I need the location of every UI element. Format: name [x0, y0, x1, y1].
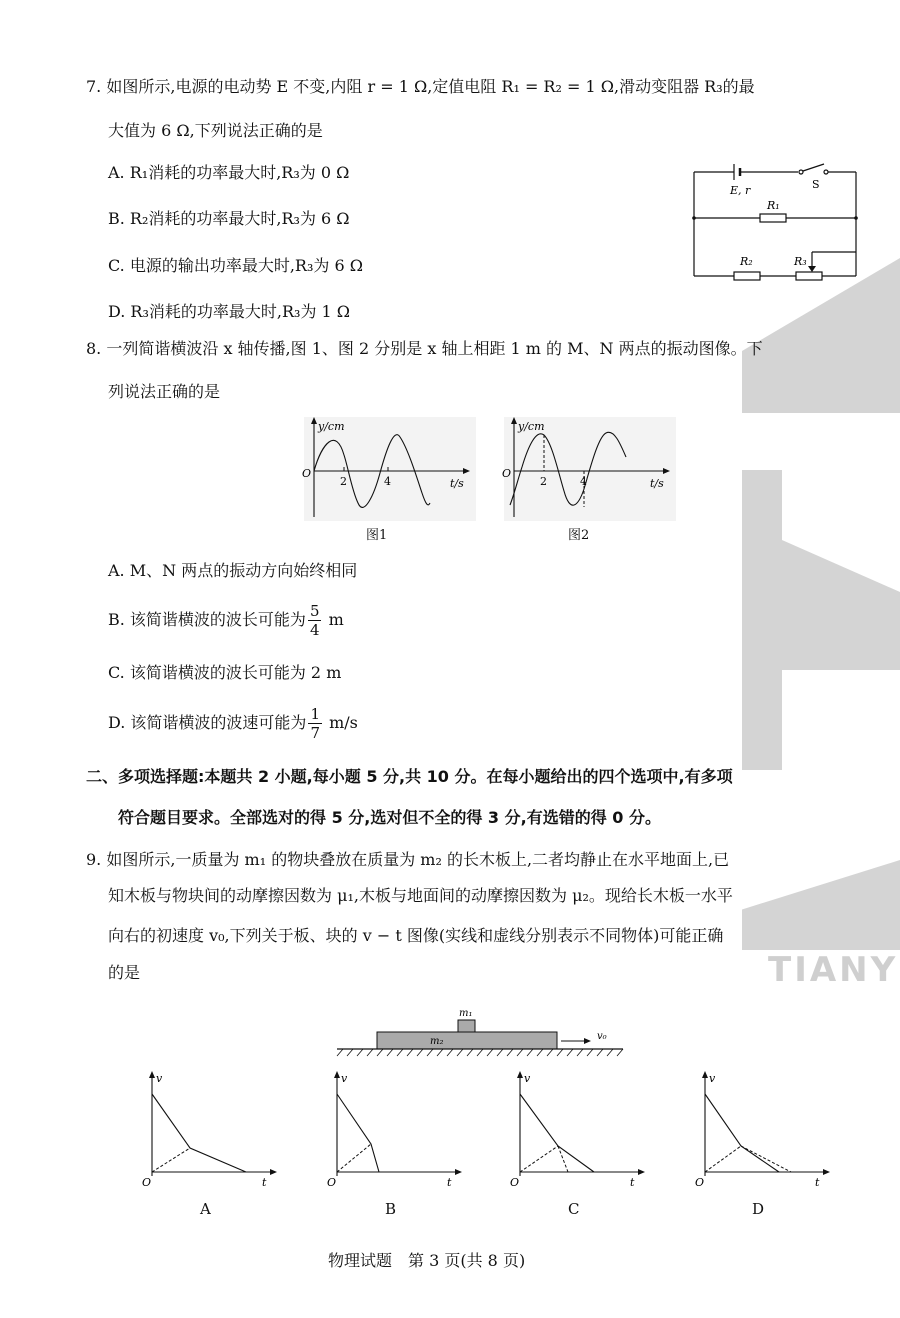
fig2-origin: O [502, 467, 512, 480]
fig1-tick-4: 4 [384, 475, 391, 488]
circuit-switch-label: S [812, 178, 820, 191]
q8-option-a: A. M、N 两点的振动方向始终相同 [108, 561, 358, 580]
vt-c-t-label: t [630, 1176, 635, 1189]
fig2-tick-4: 4 [580, 475, 587, 488]
block-m1-label: m₁ [459, 1008, 473, 1019]
vt-graph-b-letter: B [385, 1200, 397, 1218]
q8-option-d-unit: m/s [329, 713, 358, 732]
section2-heading-line-2: 符合题目要求。全部选对的得 5 分,选对但不全的得 3 分,有选错的得 0 分。 [118, 808, 661, 827]
page-footer: 物理试题 第 3 页(共 8 页) [328, 1251, 526, 1270]
fig1-caption: 图1 [366, 528, 388, 543]
circuit-source-label: E, r [730, 184, 751, 197]
fig2-caption: 图2 [568, 528, 590, 543]
fig1-tick-2: 2 [340, 475, 347, 488]
q7-option-d: D. R₃消耗的功率最大时,R₃为 1 Ω [108, 302, 351, 321]
q8-option-d [108, 703, 358, 743]
vt-d-v-label: v [709, 1072, 716, 1085]
fig1-xlabel: t/s [450, 477, 464, 490]
initial-velocity-label: v₀ [597, 1031, 607, 1042]
q7-stem-line-2: 大值为 6 Ω,下列说法正确的是 [108, 121, 323, 140]
circuit-r3-label: R₃ [794, 255, 807, 268]
vt-d-origin: O [695, 1176, 705, 1189]
circuit-r2-label: R₂ [740, 255, 753, 268]
q8-option-d-text: D. 该简谐横波的波速可能为 [108, 713, 307, 732]
vibration-graph-fig2 [500, 415, 680, 525]
watermark-bar-upper [742, 258, 900, 413]
q8-option-b-fraction [308, 602, 322, 639]
q9-stem-line-1: 9. 如图所示,一质量为 m₁ 的物块叠放在质量为 m₂ 的长木板上,二者均静止在水平地面上,已 [86, 850, 730, 869]
q7-option-a: A. R₁消耗的功率最大时,R₃为 0 Ω [108, 163, 350, 182]
vt-graph-a [140, 1068, 280, 1188]
vt-graph-b [325, 1068, 465, 1188]
watermark-bar-mid [742, 470, 782, 770]
q7-option-c: C. 电源的输出功率最大时,R₃为 6 Ω [108, 256, 364, 275]
q9-stem-line-4: 的是 [108, 963, 141, 982]
circuit-diagram [690, 160, 860, 280]
vt-a-t-label: t [262, 1176, 267, 1189]
board-m2-label: m₂ [430, 1036, 444, 1047]
q8-stem-line-2: 列说法正确的是 [108, 382, 221, 401]
section2-heading-line-1: 二、多项选择题:本题共 2 小题,每小题 5 分,共 10 分。在每小题给出的四个选项中,有多项 [86, 767, 733, 786]
q8-option-d-fraction [308, 705, 322, 742]
vt-a-v-label: v [156, 1072, 163, 1085]
vt-graph-a-letter: A [200, 1200, 211, 1218]
q7-stem-line-1: 7. 如图所示,电源的电动势 E 不变,内阻 r = 1 Ω,定值电阻 R₁ = R₂ = 1 Ω,滑动变阻器 R₃的最 [86, 77, 755, 96]
q8-stem-line-1: 8. 一列简谐横波沿 x 轴传播,图 1、图 2 分别是 x 轴上相距 1 m 的 M、N 两点的振动图像。下 [86, 339, 763, 358]
q8-option-b-numerator: 5 [309, 602, 320, 620]
vt-c-v-label: v [524, 1072, 531, 1085]
board-block-diagram [335, 1008, 625, 1060]
q9-stem-line-2: 知木板与物块间的动摩擦因数为 μ₁,木板与地面间的动摩擦因数为 μ₂。现给长木板一水平 [108, 886, 733, 905]
vt-graph-d [693, 1068, 833, 1188]
vt-b-origin: O [327, 1176, 337, 1189]
watermark-bar-side [782, 540, 900, 670]
vt-b-v-label: v [341, 1072, 348, 1085]
vt-d-t-label: t [815, 1176, 820, 1189]
watermark-bar-lower [742, 860, 900, 950]
q8-option-d-numerator: 1 [310, 705, 320, 723]
fig1-ylabel: y/cm [318, 420, 345, 433]
vibration-graph-fig1 [300, 415, 480, 525]
vt-graph-c-letter: C [568, 1200, 580, 1218]
fig2-ylabel: y/cm [518, 420, 545, 433]
vt-a-origin: O [142, 1176, 152, 1189]
circuit-r1-label: R₁ [767, 199, 780, 212]
vt-graph-c [508, 1068, 648, 1188]
q8-option-d-denominator: 7 [310, 724, 320, 742]
q8-option-c: C. 该简谐横波的波长可能为 2 m [108, 663, 342, 682]
fig1-origin: O [302, 467, 312, 480]
vt-graph-d-letter: D [752, 1200, 765, 1218]
fig2-xlabel: t/s [650, 477, 664, 490]
watermark-text: TIANY [768, 950, 899, 990]
q8-option-b [108, 600, 344, 640]
q9-stem-line-3: 向右的初速度 v₀,下列关于板、块的 v − t 图像(实线和虚线分别表示不同物体)可能正确 [108, 926, 724, 945]
q8-option-b-text: B. 该简谐横波的波长可能为 [108, 610, 306, 629]
fig2-tick-2: 2 [540, 475, 547, 488]
q8-option-b-unit: m [328, 610, 344, 629]
q7-option-b: B. R₂消耗的功率最大时,R₃为 6 Ω [108, 209, 350, 228]
vt-c-origin: O [510, 1176, 520, 1189]
vt-b-t-label: t [447, 1176, 452, 1189]
q8-option-b-denominator: 4 [309, 621, 320, 639]
